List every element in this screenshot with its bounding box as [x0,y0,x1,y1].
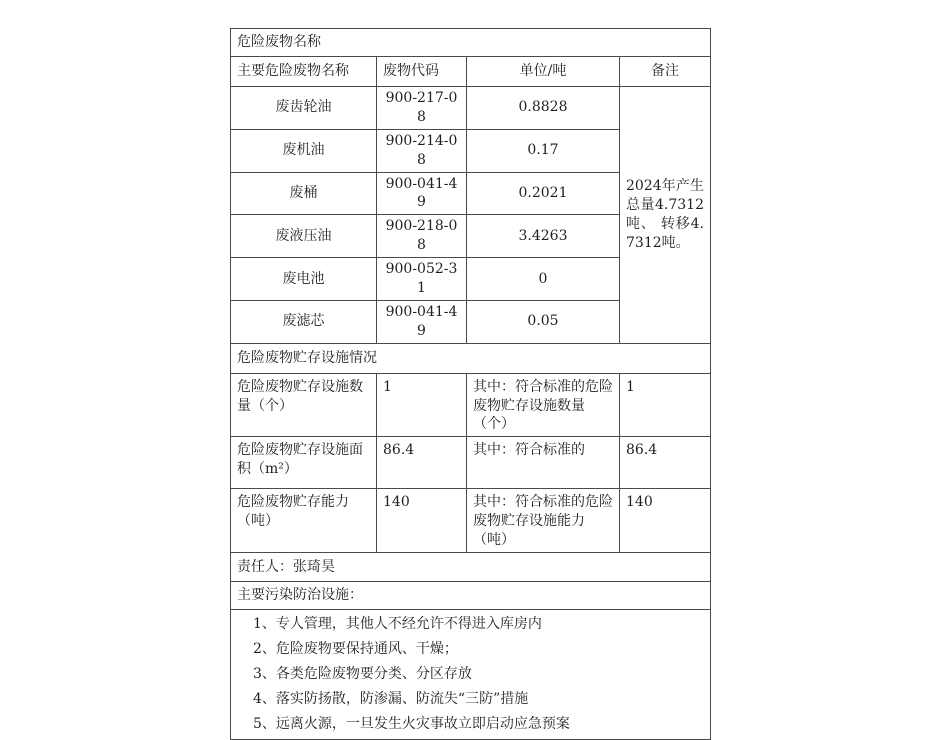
table-row [231,553,711,582]
waste-code: 900-041-49 [377,172,467,215]
table-header-row [231,57,711,87]
waste-name: 废电池 [231,258,377,301]
storage-sub-value: 1 [620,373,711,437]
col-header-unit: 单位/吨 [467,57,620,87]
measure-item: 5、远离火源，一旦发生火灾事故立即启动应急预案 [253,716,570,733]
col-header-remark: 备注 [620,57,711,87]
measure-item: 2、危险废物要保持通风、干燥； [253,641,458,658]
measures-cell [231,610,711,740]
table-row [231,489,711,553]
waste-amount: 0.05 [467,300,620,343]
remark-cell: 2024年产生总量4.7312吨、 转移4.7312吨。 [620,87,711,344]
waste-name: 废桶 [231,172,377,215]
table-row [231,87,711,130]
waste-code: 900-052-31 [377,258,467,301]
table-row [231,343,711,373]
waste-code: 900-214-08 [377,129,467,172]
storage-sub-label: 其中：符合标准的 [467,437,620,489]
waste-amount: 0 [467,258,620,301]
waste-code: 900-041-49 [377,300,467,343]
measure-item: 4、落实防扬散，防渗漏、防流失“三防”措施 [253,691,529,708]
table-row [231,437,711,489]
storage-sub-value: 86.4 [620,437,711,489]
hazardous-waste-table [230,28,711,740]
table-row [231,373,711,437]
waste-code: 900-218-08 [377,215,467,258]
waste-amount: 3.4263 [467,215,620,258]
responsible-person: 责任人：张琦昊 [231,553,711,582]
waste-name: 废机油 [231,129,377,172]
section-title-storage: 危险废物贮存设施情况 [231,343,711,373]
col-header-waste-name: 主要危险废物名称 [231,57,377,87]
waste-name: 废齿轮油 [231,87,377,130]
storage-label: 危险废物贮存设施面积（m²） [231,437,377,489]
storage-sub-label: 其中：符合标准的危险废物贮存设施数量（个） [467,373,620,437]
waste-name: 废滤芯 [231,300,377,343]
storage-sub-value: 140 [620,489,711,553]
storage-value: 86.4 [377,437,467,489]
table-row [231,582,711,610]
storage-label: 危险废物贮存设施数量（个） [231,373,377,437]
waste-name: 废液压油 [231,215,377,258]
table-row [231,29,711,57]
section-title-waste-name: 危险废物名称 [231,29,711,57]
table-row [231,610,711,740]
storage-sub-label: 其中：符合标准的危险废物贮存设施能力（吨） [467,489,620,553]
waste-amount: 0.8828 [467,87,620,130]
waste-amount: 0.17 [467,129,620,172]
waste-amount: 0.2021 [467,172,620,215]
measure-item: 1、专人管理，其他人不经允许不得进入库房内 [253,616,542,633]
pollution-facilities-title: 主要污染防治设施： [231,582,711,610]
storage-value: 1 [377,373,467,437]
measure-item: 3、各类危险废物要分类、分区存放 [253,666,472,683]
waste-code: 900-217-08 [377,87,467,130]
col-header-waste-code: 废物代码 [377,57,467,87]
storage-value: 140 [377,489,467,553]
storage-label: 危险废物贮存能力（吨） [231,489,377,553]
